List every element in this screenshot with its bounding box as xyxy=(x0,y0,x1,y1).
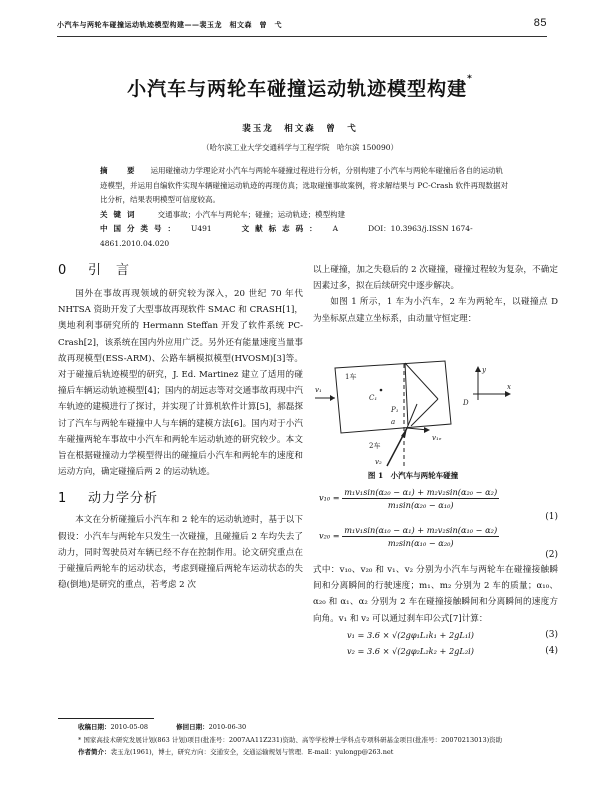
section-number: 1 xyxy=(58,491,68,507)
equation-4 xyxy=(313,643,558,659)
car1-label: 1车 xyxy=(345,373,357,381)
section-heading xyxy=(58,490,303,508)
title-footnote-mark: * xyxy=(467,74,473,84)
figure-caption: 图 1 小汽车与两轮车碰撞 xyxy=(367,471,459,480)
car2-label: 2车 xyxy=(369,442,381,450)
clc-label: 中国分类号： xyxy=(100,224,181,233)
paper-title xyxy=(0,74,600,101)
car1-front-line-c xyxy=(405,363,408,426)
section-introduction xyxy=(58,262,303,480)
v1e-label: v₁ₑ xyxy=(432,434,442,442)
section-dynamics xyxy=(58,490,303,593)
equation-3-text: v₁ = 3.6 × √(2gφ₁L₁k₁ + 2gL₁i) xyxy=(347,629,474,640)
paragraph: 式中：v₁₀、v₂₀ 和 v₁、v₂ 分别为小汽车与两轮车在碰撞接触瞬间和分离瞬间的行驶速度；m₁、m₂ 分别为 2 车的质量；α₁₀、α₂₀ 和 α₁、α₂ 分别为 2 车在碰撞接触瞬间和分离瞬间的速度方向角。v₁ 和 v₂ 可以通过刹车印公式[7]计算： xyxy=(313,565,558,624)
header-rule xyxy=(57,36,547,37)
figure-1-diagram xyxy=(313,358,558,470)
doc-code-value: A xyxy=(332,224,339,233)
author-bio-text: 裴玉龙(1961)，博士，研究方向：交通安全，交通运输规划与管理．E-mail：yulongp@263.net xyxy=(110,748,394,756)
equation-2-lhs: v₂₀ = xyxy=(319,530,340,541)
keywords xyxy=(100,208,510,223)
equation-2-fraction xyxy=(342,524,499,549)
v2-label: v₂ xyxy=(375,458,382,466)
c1-label: C₁ xyxy=(369,394,378,402)
keywords-label: 关键词 xyxy=(100,209,141,219)
clc-value: U491 xyxy=(191,224,212,233)
car1-front-line-b xyxy=(411,399,438,426)
equation-2-denominator: m₂sin(α₁₀ − α₂₀) xyxy=(387,538,454,548)
car1-front-line-a xyxy=(405,363,438,399)
page-number: 85 xyxy=(533,17,547,29)
fund-note: * 国家高技术研究发展计划(863 计划)项目(批准号：2007AA11Z231)资助、高等学校博士学科点专项科研基金项目(批准号：20070213013)资助 xyxy=(78,735,503,744)
equation-4-number: (4) xyxy=(545,645,558,656)
v1-arrowhead xyxy=(330,395,335,401)
a-label: a xyxy=(391,418,396,426)
abstract-text: 运用碰撞动力学理论对小汽车与两轮车碰撞过程进行分析，分别构建了小汽车与两轮车碰撞后各自的运动轨迹模型，并运用自编软件实现车辆碰撞运动轨迹的再现仿真；选取碰撞事故案例，将求解结果与 PC-Crash 软件再现数据对比分析，结果表明模型可信度较高。 xyxy=(100,166,509,204)
footnote-rule xyxy=(58,718,154,719)
equation-explanation xyxy=(313,562,558,627)
abstract-label: 摘 要 xyxy=(100,166,141,175)
abstract xyxy=(100,164,510,208)
origin-label: D xyxy=(463,399,469,407)
authors: 裴玉龙 相文森 曾 弋 xyxy=(242,124,358,134)
section-number: 0 xyxy=(58,263,68,278)
equation-1-denominator: m₁sin(α₂₀ − α₁₀) xyxy=(387,500,454,510)
abstract-block xyxy=(100,164,510,251)
dates-line xyxy=(78,721,558,734)
section-title: 引 言 xyxy=(88,263,131,278)
received-label: 收稿日期： xyxy=(78,723,111,731)
affiliation: （哈尔滨工业大学交通科学与工程学院 哈尔滨 150090） xyxy=(201,143,398,152)
right-column-equations xyxy=(313,486,558,659)
doi: DOI：10.3963/j.ISSN 1674-4861.2010.04.020 xyxy=(100,224,473,248)
author-bio-label: 作者简介： xyxy=(78,748,111,756)
revised-date: 2010-06-30 xyxy=(208,723,247,731)
equation-1-lhs: v₁₀ = xyxy=(319,492,340,503)
paragraph: 如图 1 所示，1 车为小汽车，2 车为两轮车，以碰撞点 D 为坐标原点建立坐标系，由动量守恒定理： xyxy=(313,297,558,324)
section-heading xyxy=(58,262,303,280)
x-axis-arrowhead xyxy=(505,391,511,397)
footnotes xyxy=(78,721,558,759)
equation-1-numerator: m₁v₁sin(α₂₀ − α₁) + m₂v₂sin(α₂₀ − α₂) xyxy=(344,487,498,497)
y-axis-arrowhead xyxy=(475,366,481,372)
left-column xyxy=(58,262,303,593)
equation-3 xyxy=(313,627,558,643)
paper-title-text: 小汽车与两轮车碰撞运动轨迹模型构建 xyxy=(127,78,468,100)
equation-2 xyxy=(313,524,558,562)
equation-1-number: (1) xyxy=(545,512,558,522)
equation-2-number: (2) xyxy=(545,550,558,560)
c1-point xyxy=(380,389,383,392)
equation-1-fraction xyxy=(342,486,499,511)
v1e-arrowhead xyxy=(424,427,430,433)
equation-2-numerator: m₁v₁sin(α₁₀ − α₁) + m₂v₂sin(α₁₀ − α₂) xyxy=(344,525,498,535)
paragraph: 国外在事故再现领域的研究较为深入，20 世纪 70 年代 NHTSA 资助开发了大型事故再现软件 SMAC 和 CRASH[1]，奥地利利事研究所的 Hermann Steffan 开发了软件系统 PC-Crash[2]，该系统在国内外应用广泛。另外还有能量速度当量事故再现模型(ESS-ARM)、公路车辆模拟模型(HVOSM)[3]等。对于碰撞后轨迹模型的研究，J. Ed. Martinez 建立了适用的碰撞后车辆运动轨迹模型[4]；国内的胡远志等对交通事故再现中汽车轨迹的建模进行了探讨，并实现了计算机软件计算[5]，郝磊探讨了汽车与两轮车碰撞中人与车辆的建模方法[6]。国内对于小汽车碰撞两轮车事故中小汽车和两轮车运动轨迹的研究较少。本文旨在根据碰撞动力学模型得出的碰撞后小汽车和两轮车的速度和运动方向，确定碰撞后两 2 的运动轨迹。 xyxy=(58,289,303,478)
running-head xyxy=(57,17,547,36)
v1-label: v₁ xyxy=(315,386,322,394)
received-date: 2010-05-08 xyxy=(110,723,148,731)
equation-1 xyxy=(313,486,558,524)
paragraph: 本文在分析碰撞后小汽车和 2 轮车的运动轨迹时，基于以下假设：小汽车与两轮车只发生一次碰撞，且碰撞后 2 车均失去了动力，同时驾驶员对车辆已经不存在控制作用。论文研究重点在于碰撞后两轮车的运动状态，考虑到碰撞后两轮车运动状态的失稳(倒地)是研究的重点，若考虑 2 次 xyxy=(58,515,303,591)
right-column-text xyxy=(313,262,558,327)
paragraph: 以上碰撞，加之失稳后的 2 次碰撞，碰撞过程较为复杂，不确定因素过多，拟在后续研究中逐步解决。 xyxy=(313,265,558,292)
author-bio xyxy=(78,746,558,759)
equation-3-number: (3) xyxy=(545,629,558,640)
revised-label: 修回日期： xyxy=(176,723,209,731)
keywords-text: 交通事故；小汽车与两轮车；碰撞；运动轨迹；模型构建 xyxy=(157,209,346,219)
equation-4-text: v₂ = 3.6 × √(2gφ₂L₂k₂ + 2gL₂i) xyxy=(347,645,474,656)
section-title: 动力学分析 xyxy=(88,491,159,507)
x-axis-label: x xyxy=(507,383,511,391)
classification-line xyxy=(100,222,510,251)
doc-code-label: 文献标志码： xyxy=(241,224,323,233)
p1-label: P₁ xyxy=(391,406,399,414)
running-head-text: 小汽车与两轮车碰撞运动轨迹模型构建——裴玉龙 相文森 曾 弋 xyxy=(57,20,282,29)
y-axis-label: y xyxy=(482,366,486,374)
